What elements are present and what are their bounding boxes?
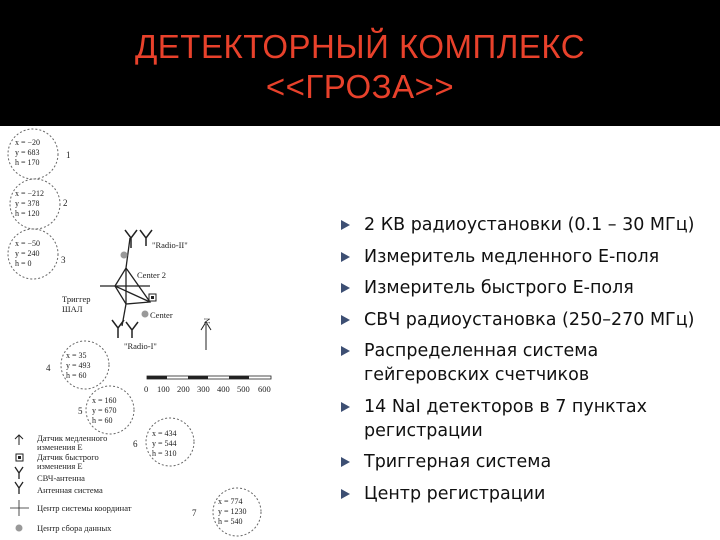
legend-slow-e-2: изменения E xyxy=(37,442,83,452)
scale-tick-600: 600 xyxy=(258,384,271,394)
detector-layout-diagram xyxy=(0,126,330,540)
legend-antenna-system: Антенная система xyxy=(37,485,103,495)
bullet-triangle-icon xyxy=(341,252,350,262)
point-6-label: 6 xyxy=(133,439,138,449)
point-2-h: h = 120 xyxy=(15,209,40,218)
radio-1-label: "Radio-I" xyxy=(124,341,157,351)
point-6-h: h = 310 xyxy=(152,449,177,458)
point-2-y: y = 378 xyxy=(15,199,40,208)
feature-item xyxy=(338,450,718,474)
bullet-triangle-icon xyxy=(341,489,350,499)
north-arrow-icon xyxy=(201,322,211,350)
detector-point-5 xyxy=(78,386,134,434)
point-4-y: y = 493 xyxy=(66,361,91,370)
feature-item xyxy=(338,395,718,443)
detector-point-4 xyxy=(46,341,109,389)
center-2-marker xyxy=(121,252,128,259)
point-4-h: h = 60 xyxy=(66,371,87,380)
feature-item xyxy=(338,245,718,269)
point-7-x: x = 774 xyxy=(218,497,243,506)
slide-title-line-1: ДЕТЕКТОРНЫЙ КОМПЛЕКС xyxy=(134,28,586,65)
microwave-antenna-icon xyxy=(15,467,23,479)
feature-text: 2 КВ радиоустановки (0.1 – 30 МГц) xyxy=(364,215,695,235)
feature-item xyxy=(338,482,718,506)
scale-tick-0: 0 xyxy=(144,384,149,394)
point-1-h: h = 170 xyxy=(15,158,40,167)
detector-point-2 xyxy=(10,179,68,229)
bullet-triangle-icon xyxy=(341,457,350,467)
trigger-label: Триггер xyxy=(62,294,91,304)
point-4-x: x = 35 xyxy=(66,351,87,360)
feature-text: Распределенная система гейгеровских счетчиков xyxy=(364,341,599,385)
bullet-triangle-icon xyxy=(341,283,350,293)
bullet-triangle-icon xyxy=(341,402,350,412)
trigger-label-2: ШАЛ xyxy=(62,304,83,314)
feature-text: Измеритель быстрого E-поля xyxy=(364,278,634,298)
coordinate-center-icon xyxy=(10,500,29,516)
feature-item xyxy=(338,276,718,300)
detector-point-1 xyxy=(8,129,71,179)
legend-fast-e-1: Датчик быстрого xyxy=(37,452,99,462)
point-3-h: h = 0 xyxy=(15,259,32,268)
feature-text: 14 NaI детекторов в 7 пунктах регистрации xyxy=(364,396,648,441)
radio-1-antenna-icon xyxy=(112,320,138,338)
center-marker xyxy=(142,311,149,318)
detector-point-7 xyxy=(192,488,261,536)
bullet-triangle-icon xyxy=(341,315,350,325)
north-label: N xyxy=(202,317,212,324)
scale-bar xyxy=(144,376,271,394)
point-7-y: y = 1230 xyxy=(218,507,247,516)
point-7-h: h = 540 xyxy=(218,517,243,526)
point-1-y: y = 683 xyxy=(15,148,40,157)
point-6-x: x = 434 xyxy=(152,429,177,438)
point-4-label: 4 xyxy=(46,363,51,373)
scale-tick-100: 100 xyxy=(157,384,170,394)
point-6-y: y = 544 xyxy=(152,439,177,448)
title-banner xyxy=(0,0,720,126)
point-5-label: 5 xyxy=(78,406,83,416)
fast-e-legend-icon xyxy=(16,454,23,461)
scale-tick-400: 400 xyxy=(217,384,230,394)
feature-list xyxy=(338,213,718,513)
fast-e-sensor-icon xyxy=(149,294,156,301)
point-1-x: x = −20 xyxy=(15,138,41,147)
legend-data-center: Центр сбора данных xyxy=(37,523,112,533)
data-center-icon xyxy=(16,525,23,532)
point-5-y: y = 670 xyxy=(92,406,117,415)
point-2-x: x = −212 xyxy=(15,189,45,198)
antenna-system-icon xyxy=(15,482,23,494)
feature-text: Измеритель медленного E-поля xyxy=(364,246,660,267)
point-5-h: h = 60 xyxy=(92,416,113,425)
legend-coordinate-center: Центр системы координат xyxy=(37,503,132,513)
feature-text: Центр регистрации xyxy=(364,483,546,504)
feature-text: Триггерная система xyxy=(364,452,552,472)
scale-tick-200: 200 xyxy=(177,384,190,394)
feature-item xyxy=(338,308,718,332)
legend-fast-e-2: изменения E xyxy=(37,461,83,471)
point-3-x: x = −50 xyxy=(15,239,41,248)
feature-item xyxy=(338,213,718,237)
scale-tick-500: 500 xyxy=(237,384,250,394)
point-5-x: x = 160 xyxy=(92,396,117,405)
bullet-triangle-icon xyxy=(341,346,350,356)
point-3-label: 3 xyxy=(61,255,66,265)
legend-microwave: СВЧ-антенна xyxy=(37,473,85,483)
detector-point-6 xyxy=(133,418,194,466)
point-1-label: 1 xyxy=(66,150,71,160)
point-3-y: y = 240 xyxy=(15,249,40,258)
center-2-label: Center 2 xyxy=(137,270,167,280)
radio-2-label: "Radio-II" xyxy=(152,240,188,250)
feature-item xyxy=(338,339,718,387)
bullet-triangle-icon xyxy=(341,220,350,230)
diagram-legend xyxy=(10,433,132,533)
center-label: Center xyxy=(150,310,173,320)
point-2-label: 2 xyxy=(63,198,68,208)
scale-tick-300: 300 xyxy=(197,384,210,394)
point-7-label: 7 xyxy=(192,508,197,518)
legend-slow-e-1: Датчик медленного xyxy=(37,433,108,443)
slow-e-sensor-icon xyxy=(15,435,23,445)
feature-text: СВЧ радиоустановка (250–270 МГц) xyxy=(364,309,695,330)
slide-title-line-2: <<ГРОЗА>> xyxy=(265,68,455,105)
detector-point-3 xyxy=(8,229,66,279)
